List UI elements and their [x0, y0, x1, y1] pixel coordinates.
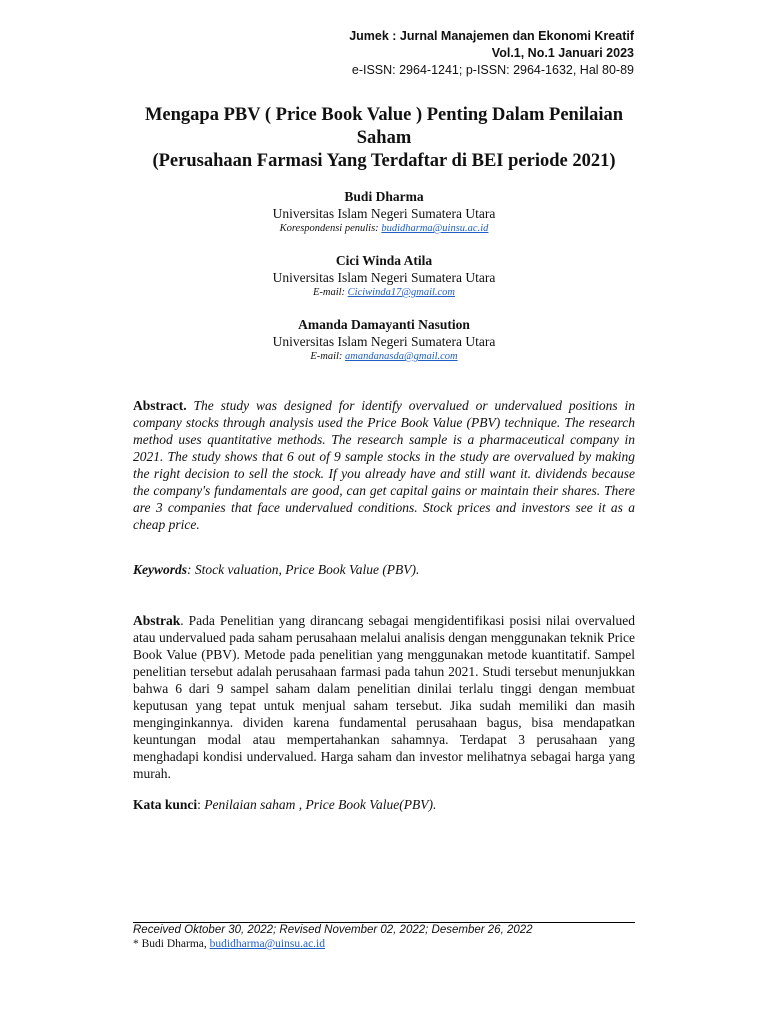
paper-title [100, 104, 668, 173]
abstract-indonesian [133, 612, 635, 782]
title-line-1: Mengapa PBV ( Price Book Value ) Penting Dalam Penilaian [144, 105, 624, 125]
abstract-english [133, 397, 635, 533]
contact-label: Korespondensi penulis: [279, 223, 382, 234]
title-line-2: Saham [356, 128, 412, 148]
abstrak-text: . Pada Penelitian yang dirancang sebagai mengidentifikasi posisi nilai overvalued atau undervalued pada saham perusahaan melalui analisis dengan menggunakan teknik Price Book Value (PBV). Metode pada penelitian yang menggunakan metode kuantitatif. Sampel penelitian tersebut adalah perusahaan farmasi pada tahun 2021. Studi tersebut menunjukkan bahwa 6 dari 9 sampel saham dalam penelitian dinilai terlalu tinggi dengan membuat keputusan yang tepat untuk menjual saham tersebut. Jika sudah memiliki dan masih menginginkannya. dividen karena fundamental perusahaan bagus, bisa mendapatkan keuntungan modal atau mempertahankan sahamnya. Terdapat 3 perusahaan yang menghadapi kondisi undervalued. Harga saham dan investor melihatnya sebagai harga yang murah. [133, 613, 635, 781]
kata-kunci-text: Penilaian saham , Price Book Value(PBV). [204, 797, 437, 812]
journal-volume: Vol.1, No.1 Januari 2023 [491, 46, 634, 60]
author-block-3 [100, 316, 668, 364]
keywords-indonesian [133, 796, 635, 813]
author-contact [100, 350, 668, 364]
journal-name: Jumek : Jurnal Manajemen dan Ekonomi Kreatif [349, 29, 634, 43]
received-dates: Received Oktober 30, 2022; Revised November 02, 2022; Desember 26, 2022 [133, 924, 533, 936]
author-affiliation: Universitas Islam Negeri Sumatera Utara [272, 270, 496, 285]
contact-label: E-mail: [312, 287, 348, 298]
corresponding-email-link[interactable]: budidharma@uinsu.ac.id [209, 938, 325, 950]
author-affiliation: Universitas Islam Negeri Sumatera Utara [272, 334, 496, 349]
author-block-1 [100, 188, 668, 236]
journal-header [349, 28, 634, 79]
author-name: Cici Winda Atila [335, 253, 433, 268]
corresponding-author-note [133, 937, 325, 951]
keywords-english [133, 561, 635, 578]
abstrak-label: Abstrak [133, 613, 181, 628]
abstract-text: The study was designed for identify overvalued or undervalued positions in company stocks through analysis used the Price Book Value (PBV) technique. The research method uses quantitative methods. The research sample is a pharmaceutical company in 2021. The study shows that 6 out of 9 sample stocks in the study are overvalued by making the right decision to sell the stock. If you already have and still want it. dividends because the company's fundamentals are good, can get capital gains or maintain their shares. There are 3 companies that face undervalued conditions. Stock prices and investors see it as a cheap price. [133, 398, 635, 532]
journal-issn: e-ISSN: 2964-1241; p-ISSN: 2964-1632, Hal 80-89 [351, 63, 634, 77]
kata-kunci-separator: : [197, 797, 205, 812]
author-contact [100, 222, 668, 236]
author-name: Budi Dharma [344, 189, 424, 204]
author-name: Amanda Damayanti Nasution [298, 317, 470, 332]
keywords-text: : Stock valuation, Price Book Value (PBV). [187, 562, 420, 577]
author-email-link[interactable]: Ciciwinda17@gmail.com [347, 287, 456, 298]
contact-label: E-mail: [310, 351, 346, 362]
author-contact [100, 286, 668, 300]
abstract-label: Abstract. [133, 398, 187, 413]
author-email-link[interactable]: budidharma@uinsu.ac.id [381, 223, 489, 234]
title-line-3: (Perusahaan Farmasi Yang Terdaftar di BEI periode 2021) [152, 151, 616, 171]
keywords-label: Keywords [133, 562, 187, 577]
kata-kunci-label: Kata kunci [133, 797, 198, 812]
author-affiliation: Universitas Islam Negeri Sumatera Utara [272, 206, 496, 221]
author-block-2 [100, 252, 668, 300]
corresponding-prefix: * Budi Dharma, [133, 938, 210, 950]
author-email-link[interactable]: amandanasda@gmail.com [345, 351, 458, 362]
